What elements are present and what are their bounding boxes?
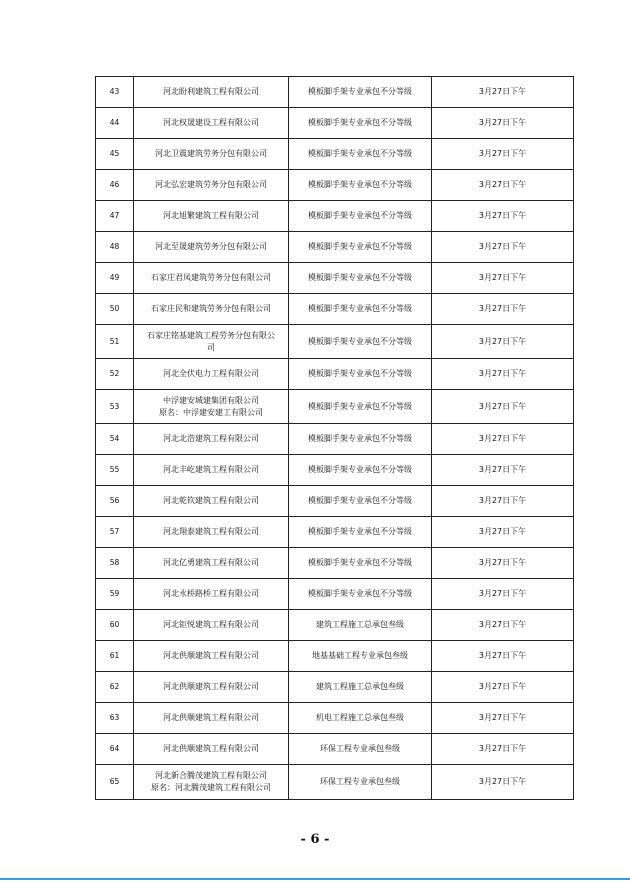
company-name-cell [134,170,289,201]
qualification-cell: 模板脚手架专业承包不分等级 [289,579,432,610]
company-name-cell [134,294,289,325]
row-number-cell: 43 [96,77,134,108]
row-number-cell: 49 [96,263,134,294]
qualification-cell: 模板脚手架专业承包不分等级 [289,232,432,263]
time-cell: 3月27日下午 [432,294,574,325]
company-name-line: 河北钜悦建筑工程有限公司 [163,620,259,629]
time-cell: 3月27日下午 [432,579,574,610]
company-name-line: 河北新合腾茂建筑工程有限公司 [155,771,267,780]
table-row [96,765,574,800]
table-row [96,548,574,579]
qualification-cell: 模板脚手架专业承包不分等级 [289,263,432,294]
table-row [96,201,574,232]
table-row [96,579,574,610]
time-cell: 3月27日下午 [432,390,574,424]
table-row [96,359,574,390]
table-row [96,263,574,294]
qualification-cell: 模板脚手架专业承包不分等级 [289,77,432,108]
time-cell: 3月27日下午 [432,77,574,108]
table-row [96,232,574,263]
row-number-cell: 50 [96,294,134,325]
company-name-cell [134,108,289,139]
time-cell: 3月27日下午 [432,672,574,703]
company-name-cell [134,390,289,424]
company-name-line: 河北供顺建筑工程有限公司 [163,651,259,660]
row-number-cell: 44 [96,108,134,139]
time-cell: 3月27日下午 [432,359,574,390]
company-name-cell [134,325,289,359]
qualification-cell: 机电工程施工总承包叁级 [289,703,432,734]
company-name-cell [134,232,289,263]
company-name-line: 石家庄铭基建筑工程劳务分包有限公 [147,330,275,340]
time-cell: 3月27日下午 [432,232,574,263]
time-cell: 3月27日下午 [432,139,574,170]
company-name-cell [134,610,289,641]
row-number-cell: 63 [96,703,134,734]
row-number-cell: 61 [96,641,134,672]
row-number-cell: 62 [96,672,134,703]
row-number-cell: 45 [96,139,134,170]
table-row [96,455,574,486]
table-row [96,641,574,672]
time-cell: 3月27日下午 [432,108,574,139]
company-name-cell [134,424,289,455]
time-cell: 3月27日下午 [432,486,574,517]
company-name-line: 河北旭繁建筑工程有限公司 [163,211,259,220]
table-row [96,170,574,201]
company-name-line: 河北权晟建设工程有限公司 [163,118,259,127]
row-number-cell: 56 [96,486,134,517]
company-name-line: 河北至晟建筑劳务分包有限公司 [155,242,267,251]
time-cell: 3月27日下午 [432,455,574,486]
table-row [96,734,574,765]
company-name-line: 河北亿勇建筑工程有限公司 [163,558,259,567]
table-row [96,77,574,108]
qualification-cell: 环保工程专业承包叁级 [289,734,432,765]
row-number-cell: 51 [96,325,134,359]
qualification-cell: 环保工程专业承包叁级 [289,765,432,800]
row-number-cell: 52 [96,359,134,390]
company-name-cell [134,139,289,170]
company-name-cell [134,263,289,294]
table-row [96,486,574,517]
table-body [96,77,574,800]
row-number-cell: 60 [96,610,134,641]
time-cell: 3月27日下午 [432,263,574,294]
qualification-cell: 模板脚手架专业承包不分等级 [289,548,432,579]
row-number-cell: 53 [96,390,134,424]
time-cell: 3月27日下午 [432,703,574,734]
row-number-cell: 59 [96,579,134,610]
company-name-cell [134,201,289,232]
company-name-line: 河北丰屹建筑工程有限公司 [163,465,259,474]
company-name-line: 司 [207,342,215,352]
row-number-cell: 64 [96,734,134,765]
qualification-cell: 模板脚手架专业承包不分等级 [289,108,432,139]
company-name-line: 河北盼利建筑工程有限公司 [163,87,259,96]
company-name-line: 河北永桥路桥工程有限公司 [163,589,259,598]
company-name-line: 河北供顺建筑工程有限公司 [163,713,259,722]
company-name-cell [134,77,289,108]
company-name-line: 石家庄民和建筑劳务分包有限公司 [151,304,271,313]
qualification-cell: 地基基础工程专业承包叁级 [289,641,432,672]
company-name-line: 河北乾钦建筑工程有限公司 [163,496,259,505]
row-number-cell: 54 [96,424,134,455]
company-name-cell [134,548,289,579]
qualification-cell: 建筑工程施工总承包叁级 [289,610,432,641]
time-cell: 3月27日下午 [432,641,574,672]
company-name-line: 河北供顺建筑工程有限公司 [163,744,259,753]
qualification-cell: 模板脚手架专业承包不分等级 [289,201,432,232]
table-row [96,294,574,325]
company-name-line: 原名：中浮建安建工有限公司 [159,407,263,417]
time-cell: 3月27日下午 [432,548,574,579]
row-number-cell: 48 [96,232,134,263]
time-cell: 3月27日下午 [432,424,574,455]
qualification-cell: 模板脚手架专业承包不分等级 [289,424,432,455]
time-cell: 3月27日下午 [432,734,574,765]
time-cell: 3月27日下午 [432,170,574,201]
row-number-cell: 46 [96,170,134,201]
company-name-cell [134,579,289,610]
company-name-line: 中浮建安城建集团有限公司 [163,395,259,405]
company-name-line: 原名：河北腾茂建筑工程有限公司 [151,783,271,792]
qualification-cell: 模板脚手架专业承包不分等级 [289,139,432,170]
table-row [96,610,574,641]
table-row [96,703,574,734]
row-number-cell: 57 [96,517,134,548]
company-name-line: 石家庄君凤建筑劳务分包有限公司 [151,273,271,282]
company-name-line: 河北供顺建筑工程有限公司 [163,682,259,691]
table-row [96,517,574,548]
company-name-cell [134,517,289,548]
table-row [96,325,574,359]
bottom-rule [0,878,630,880]
company-name-line: 河北北浩建筑工程有限公司 [163,434,259,443]
company-name-cell [134,486,289,517]
row-number-cell: 55 [96,455,134,486]
company-name-cell [134,672,289,703]
qualification-cell: 模板脚手架专业承包不分等级 [289,390,432,424]
table-row [96,424,574,455]
company-name-line: 河北翔泰建筑工程有限公司 [163,527,259,536]
company-name-line: 河北弘宏建筑劳务分包有限公司 [155,180,267,189]
company-name-cell [134,765,289,800]
qualification-cell: 模板脚手架专业承包不分等级 [289,517,432,548]
row-number-cell: 65 [96,765,134,800]
row-number-cell: 47 [96,201,134,232]
company-name-cell [134,455,289,486]
time-cell: 3月27日下午 [432,765,574,800]
qualification-cell: 建筑工程施工总承包叁级 [289,672,432,703]
table-row [96,672,574,703]
qualification-cell: 模板脚手架专业承包不分等级 [289,359,432,390]
company-name-line: 河北全伏电力工程有限公司 [163,369,259,378]
qualification-cell: 模板脚手架专业承包不分等级 [289,325,432,359]
company-name-line: 河北卫震建筑劳务分包有限公司 [155,149,267,158]
time-cell: 3月27日下午 [432,325,574,359]
time-cell: 3月27日下午 [432,201,574,232]
qualification-cell: 模板脚手架专业承包不分等级 [289,455,432,486]
time-cell: 3月27日下午 [432,610,574,641]
company-name-cell [134,703,289,734]
qualification-cell: 模板脚手架专业承包不分等级 [289,486,432,517]
table-row [96,390,574,424]
row-number-cell: 58 [96,548,134,579]
qualification-table [95,76,574,800]
page-number: - 6 - [300,832,330,847]
qualification-cell: 模板脚手架专业承包不分等级 [289,294,432,325]
table-row [96,108,574,139]
company-name-cell [134,734,289,765]
time-cell: 3月27日下午 [432,517,574,548]
company-name-cell [134,641,289,672]
table-row [96,139,574,170]
qualification-cell: 模板脚手架专业承包不分等级 [289,170,432,201]
company-name-cell [134,359,289,390]
